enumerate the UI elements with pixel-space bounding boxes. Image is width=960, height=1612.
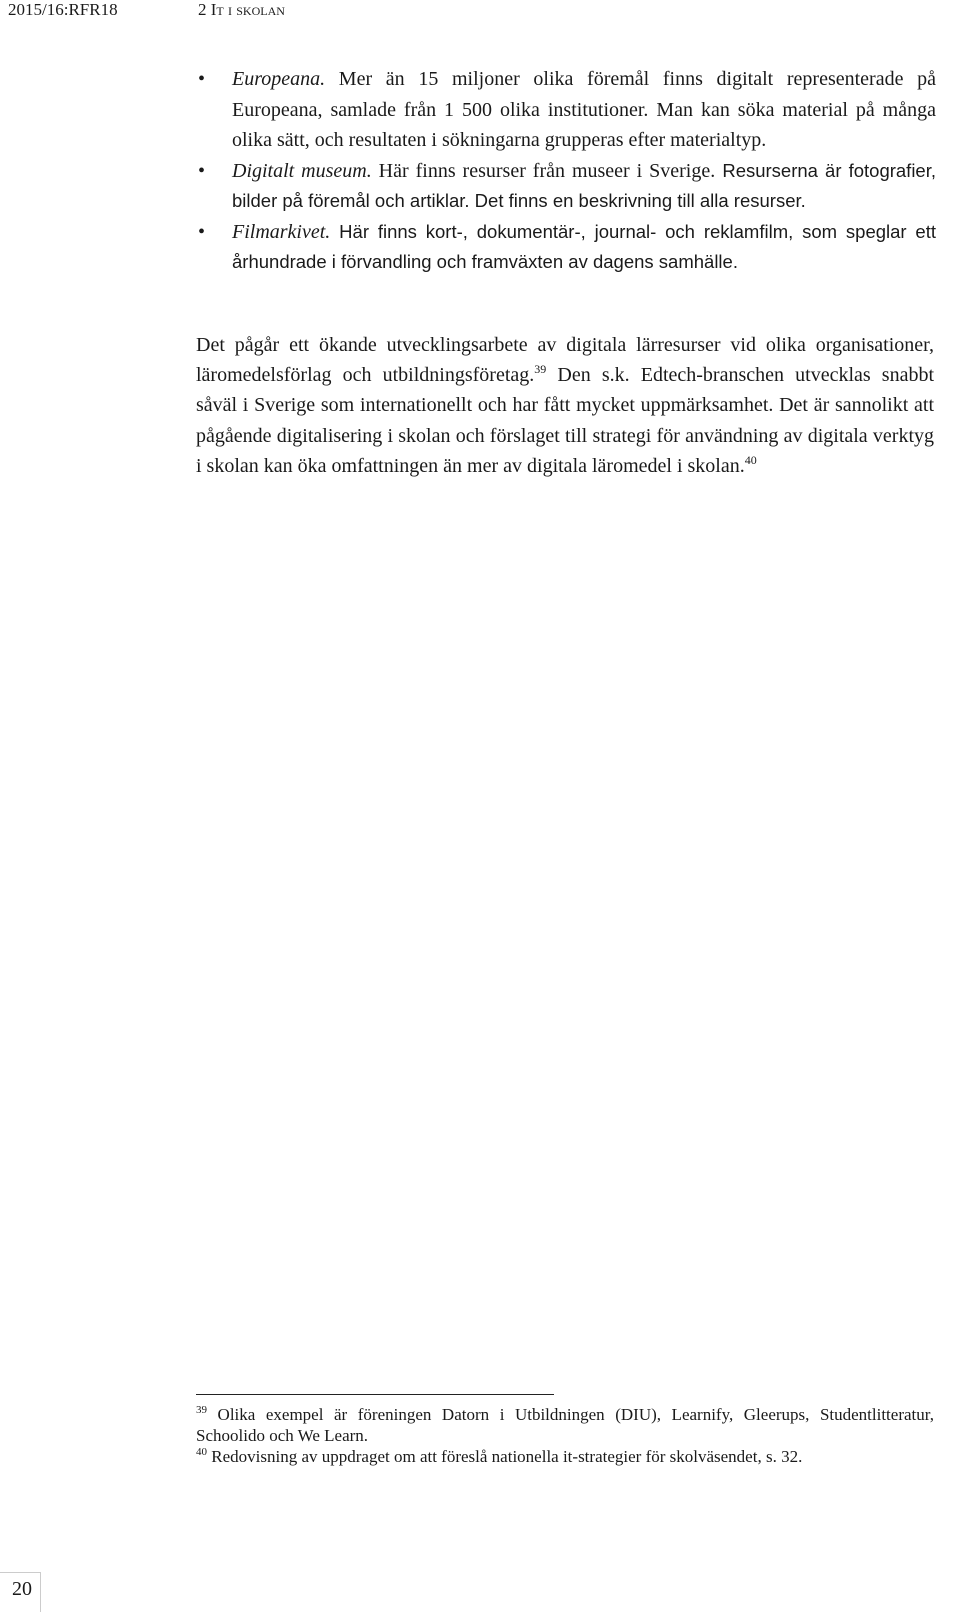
running-chapter-title [198, 0, 285, 20]
bullet-europeana [196, 64, 936, 156]
document-reference: 2015/16:RFR18 [8, 0, 118, 19]
footnote-39 [196, 1404, 934, 1446]
bullet-text: Här finns kort-, dokumentär-, journal- och reklamfilm, som speglar ett århundrade i förvandling och framväxten av dagens samhälle. [232, 220, 936, 272]
page-header [0, 0, 960, 40]
bullet-mark: • [198, 68, 206, 90]
bullet-text: Mer än 15 miljoner olika föremål finns digitalt representerade på Europeana, samlade från 1 500 olika institutioner. Man kan söka material på många olika sätt, och resultaten i sökningarna grupperas efter materialtyp. [232, 68, 936, 151]
chapter-number: 2 [198, 0, 207, 19]
body-text-part1: Det pågår ett ökande utvecklingsarbete av digitala lärresurser vid olika organisationer, läromedelsförlag och utbildningsföretag. [196, 334, 934, 387]
footnote-40 [196, 1446, 934, 1467]
footnote-number: 40 [196, 1446, 207, 1458]
bullet-name: Europeana. [232, 68, 326, 90]
bullet-name: Filmarkivet. [232, 220, 331, 243]
bullet-text: Här finns resurser från museer i Sverige. [371, 159, 716, 182]
bullet-mark: • [198, 220, 206, 243]
page-number: 20 [12, 1578, 32, 1600]
footnote-text: Olika exempel är föreningen Datorn i Utbildningen (DIU), Learnify, Gleerups, Studentlitteratur, Schoolido och We Learn. [196, 1405, 934, 1445]
bullet-mark: • [198, 159, 206, 182]
footnote-ref-39[interactable]: 39 [534, 362, 547, 377]
bullet-digitalt-museum [196, 156, 936, 217]
resource-bullet-list [196, 64, 936, 278]
footnotes [196, 1404, 934, 1467]
footnote-text: Redovisning av uppdraget om att föreslå nationella it-strategier för skolväsendet, s. 32. [207, 1447, 803, 1466]
bullet-name: Digitalt museum. [232, 159, 372, 182]
body-paragraph [196, 330, 934, 481]
bullet-text-continued: Resurserna är fotografier, bilder på föremål och artiklar. Det finns en beskrivning till alla resurser. [232, 159, 936, 211]
chapter-title: It i skolan [210, 0, 285, 19]
footnote-number: 39 [196, 1404, 207, 1416]
body-text-part2: Den s.k. Edtech-branschen utvecklas snabbt såväl i Sverige som internationellt och har fått mycket uppmärksamhet. Det är sannolikt att pågående digitalisering i skolan och förslaget till strategi för användning av digitala verktyg i skolan kan öka omfattningen än mer av digitala läromedel i skolan. [196, 364, 934, 477]
footnote-ref-40[interactable]: 40 [744, 452, 757, 467]
footnote-separator [196, 1394, 554, 1395]
bullet-filmarkivet [196, 217, 936, 278]
